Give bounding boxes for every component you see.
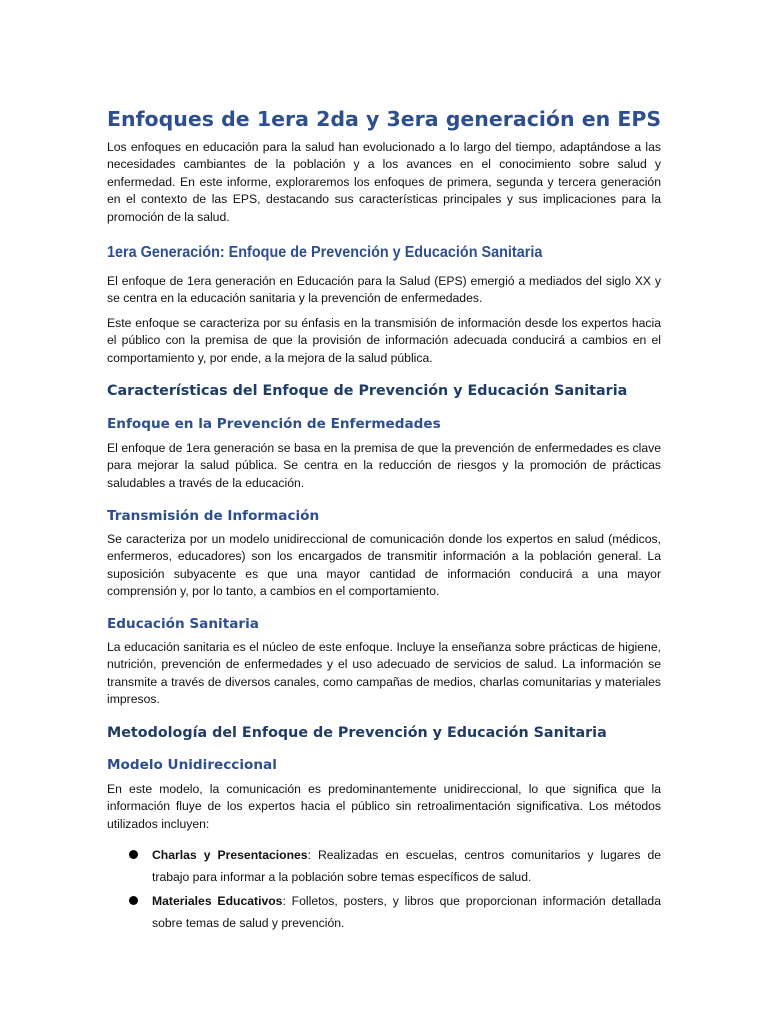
- list-item-description: : Folletos, posters, y libros que proporcionan información detallada sobre temas de salud y prevención.: [152, 894, 661, 931]
- section1-paragraph-2: Este enfoque se caracteriza por su énfasis en la transmisión de información desde los expertos hacia el público con la premisa de que la provisión de información adecuada conducirá a cambios en el comportamiento y, por ende, a la mejora de la salud pública.: [107, 316, 661, 365]
- subheading-modelo-unidireccional: Modelo Unidireccional: [107, 757, 277, 773]
- subheading-prevencion: Enfoque en la Prevención de Enfermedades: [107, 416, 441, 432]
- document-title: Enfoques de 1era 2da y 3era generación en EPS: [107, 107, 662, 131]
- section1-paragraph-1: El enfoque de 1era generación en Educación para la Salud (EPS) emergió a mediados del siglo XX y se centra en la educación sanitaria y la prevención de enfermedades.: [107, 274, 661, 306]
- transmision-paragraph: Se caracteriza por un modelo unidireccional de comunicación donde los expertos en salud (médicos, enfermeros, educadores) son los encargados de transmitir información a la población general. La suposición subyacente es que una mayor cantidad de información conducirá a una mayor comprensión y, por lo tanto, a cambios en el comportamiento.: [107, 532, 661, 599]
- subheading-educacion-sanitaria: Educación Sanitaria: [107, 616, 259, 632]
- intro-paragraph: Los enfoques en educación para la salud han evolucionado a lo largo del tiempo, adaptándose a las necesidades cambiantes de la población y a los avances en el conocimiento sobre salud y enfermedad. En este informe, exploraremos los enfoques de primera, segunda y tercera generación en el contexto de las EPS, destacando sus características principales y sus implicaciones para la promoción de la salud.: [107, 140, 661, 224]
- educacion-sanitaria-paragraph: La educación sanitaria es el núcleo de este enfoque. Incluye la enseñanza sobre prácticas de higiene, nutrición, prevención de enfermedades y el uso adecuado de servicios de salud. La información se transmite a través de diversos canales, como campañas de medios, charlas comunitarias y materiales impresos.: [107, 640, 661, 707]
- bullet-icon: [129, 896, 138, 905]
- subheading-transmision: Transmisión de Información: [107, 508, 320, 524]
- methodology-heading: Metodología del Enfoque de Prevención y Educación Sanitaria: [107, 725, 607, 741]
- list-item-description: : Realizadas en escuelas, centros comunitarios y lugares de trabajo para informar a la población sobre temas específicos de salud.: [152, 848, 661, 885]
- modelo-unidireccional-paragraph: En este modelo, la comunicación es predominantemente unidireccional, lo que significa que la información fluye de los expertos hacia el público sin retroalimentación significativa. Los métodos utilizados incluyen:: [107, 782, 661, 831]
- section-heading-1era-generacion: 1era Generación: Enfoque de Prevención y Educación Sanitaria: [107, 244, 543, 261]
- prevencion-paragraph: El enfoque de 1era generación se basa en la premisa de que la prevención de enfermedades es clave para mejorar la salud pública. Se centra en la reducción de riesgos y la promoción de prácticas saludables a través de la educación.: [107, 441, 661, 490]
- characteristics-heading: Características del Enfoque de Prevención y Educación Sanitaria: [107, 383, 628, 399]
- list-item-term: Materiales Educativos: [152, 894, 283, 908]
- bullet-icon: [129, 850, 138, 859]
- list-item-term: Charlas y Presentaciones: [152, 848, 308, 862]
- list-item-text: [152, 844, 661, 889]
- list-item-text: [152, 890, 661, 935]
